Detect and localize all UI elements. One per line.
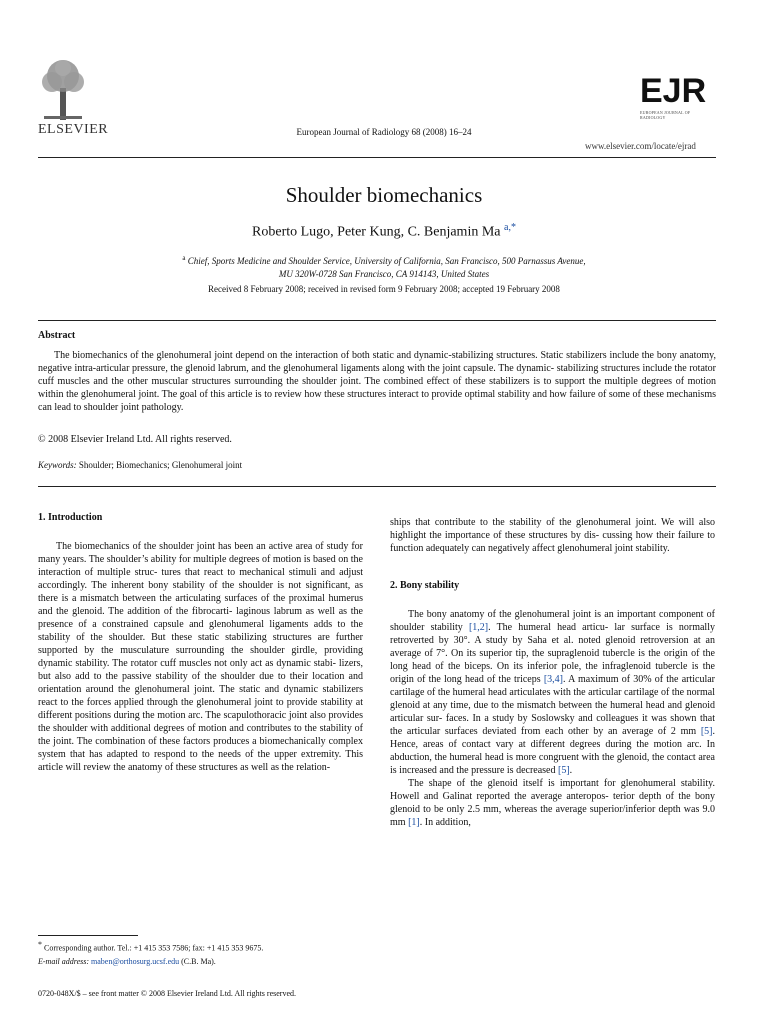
journal-url[interactable]: www.elsevier.com/locate/ejrad [585, 141, 696, 151]
corresponding-author: Corresponding author. Tel.: +1 415 353 7586; fax: +1 415 353 9675. [44, 943, 264, 953]
abstract-copyright: © 2008 Elsevier Ireland Ltd. All rights reserved. [38, 434, 232, 445]
header-rule [38, 157, 716, 158]
affiliation-line-1: Chief, Sports Medicine and Shoulder Service, University of California, San Francisco, 500 Parnassus Avenue, [187, 256, 586, 266]
keywords [38, 460, 242, 470]
affiliation-line-2: MU 320W-0728 San Francisco, CA 914143, United States [278, 269, 490, 279]
received-dates: Received 8 February 2008; received in revised form 9 February 2008; accepted 19 February 2008 [208, 284, 560, 294]
bony-stability-paragraph-1: The bony anatomy of the glenohumeral joint is an important component of shoulder stability [1,2]. The humeral head articu- lar surface is normally retroverted by 30°. A study by Saha et al. noted glenoid retroversion at an average of 7°. On its superior tip, the supraglenoid tubercle is the origin of the long head of the biceps. On its inferior pole, the infraglenoid tubercle is the origin of the long head of the triceps [3,4]. A maximum of 30% of the articular cartilage of the humeral head articulates with the articular cartilage of the normal glenoid at any time, due to the mismatch between the humeral head and glenoid articular sur- faces. In a study by Soslowsky and colleagues it was shown that the articular surfaces deviated from each other by an average of 2 mm [5]. Hence, areas of contact vary at different degrees during the motion arc. In abduction, the humeral head is more congruent with the glenoid, the contact area is increased and the pressure is decreased [5]. [390, 609, 715, 776]
elsevier-tree-logo [38, 58, 88, 122]
section-heading-bony-stability: 2. Bony stability [390, 580, 460, 591]
author-list [0, 222, 768, 241]
footnote-star: * [38, 940, 42, 949]
affiliation-mark: a [182, 254, 186, 262]
introduction-paragraph: The biomechanics of the shoulder joint has been an active area of study for many years. The shoulder’s ability for multiple degrees of motion is based on the interaction of multiple struc- tures that react to mechanical stimuli and adjust accordingly. The inherent bony stability of the shoulder is not significant, as there is a mismatch between the articulating surfaces of the proximal humerus and the glenoid. The addition of the fibrocarti- laginous labrum as well as the presence of a constrained capsule and glenohumeral ligaments adds to the stability of the shoulder. But these static stabilizing structures are further supported by the musculature surrounding the shoulder girdle, providing dynamic stability. The rotator cuff muscles not only act as dynamic stabi- lizers, but also add to the passive stability of the shoulder due to their location and orientation around the glenohumeral joint. The static and dynamic stabilizers react to the forces applied through the glenohumeral joint to provide stability at different positions during the motion arc. The scapulothoracic joint also provides the shoulder with additional degrees of motion and contributes to the stability of the joint. The combination of these factors produces a biomechanically complex system that has adapted to respond to the needs of the upper extremity. This article will review the anatomy of these structures as well as the relation- [38, 541, 363, 773]
abstract-heading: Abstract [38, 330, 76, 341]
citation-link[interactable]: [5] [557, 765, 570, 776]
citation-link[interactable]: [1,2] [468, 622, 489, 633]
abstract-bottom-rule [38, 486, 716, 487]
introduction-continued: ships that contribute to the stability of the glenohumeral joint. We will also highlight the importance of these structures by dis- cussing how their failure to function adequately can negatively affect glenohumeral joint stability. [390, 517, 715, 554]
email-suffix: (C.B. Ma). [181, 956, 216, 966]
affiliation [100, 252, 668, 281]
right-column [390, 516, 715, 829]
journal-citation: European Journal of Radiology 68 (2008) 16–24 [296, 127, 472, 137]
footnote [38, 938, 363, 968]
front-matter-line: 0720-048X/$ – see front matter © 2008 Elsevier Ireland Ltd. All rights reserved. [38, 989, 297, 998]
left-column [38, 511, 363, 774]
journal-logo [640, 74, 716, 122]
author-names: Roberto Lugo, Peter Kung, C. Benjamin Ma [252, 224, 501, 240]
abstract-top-rule [38, 320, 716, 321]
author-marks[interactable]: a,* [504, 222, 516, 233]
email-link[interactable]: maben@orthosurg.ucsf.edu [91, 956, 180, 966]
article-title: Shoulder biomechanics [285, 183, 483, 207]
section-heading-introduction: 1. Introduction [38, 512, 103, 523]
journal-logo-text: EJR [640, 72, 707, 110]
journal-logo-subtitle: EUROPEAN JOURNAL OF RADIOLOGY [640, 110, 691, 120]
citation-link[interactable]: [1] [408, 817, 420, 828]
bony-stability-paragraph-2: The shape of the glenoid itself is important for glenohumeral stability. Howell and Galinat reported the average anteropos- terior depth of the bony glenoid to be only 2.5 mm, whereas the average superior/inferior depth was 9.0 mm [1]. In addition, [390, 778, 715, 828]
keywords-label: Keywords: [38, 460, 77, 470]
footnote-rule [38, 935, 138, 936]
citation-link[interactable]: [5] [700, 726, 713, 737]
email-label: E-mail address: [38, 956, 90, 966]
keywords-list: Shoulder; Biomechanics; Glenohumeral joint [78, 460, 243, 470]
citation-link[interactable]: [3,4] [543, 674, 563, 685]
abstract-text: The biomechanics of the glenohumeral joint depend on the interaction of both static and dynamic-stabilizing structures. Static stabilizers include the bony anatomy, negative intra-articular pressure, the glenoid labrum, and the glenohumeral ligaments along with the joint capsule. The dynamic- stabilizing structures include the rotator cuff muscles and the other muscular structures surrounding the shoulder joint. The combined effect of these stabilizers is to support the multiple degrees of motion within the glenohumeral joint. The goal of this article is to review how these structures interact to provide optimal stability and how failure of some of these mechanisms can lead to shoulder joint pathology. [38, 350, 716, 413]
publisher-name: ELSEVIER [38, 122, 109, 137]
